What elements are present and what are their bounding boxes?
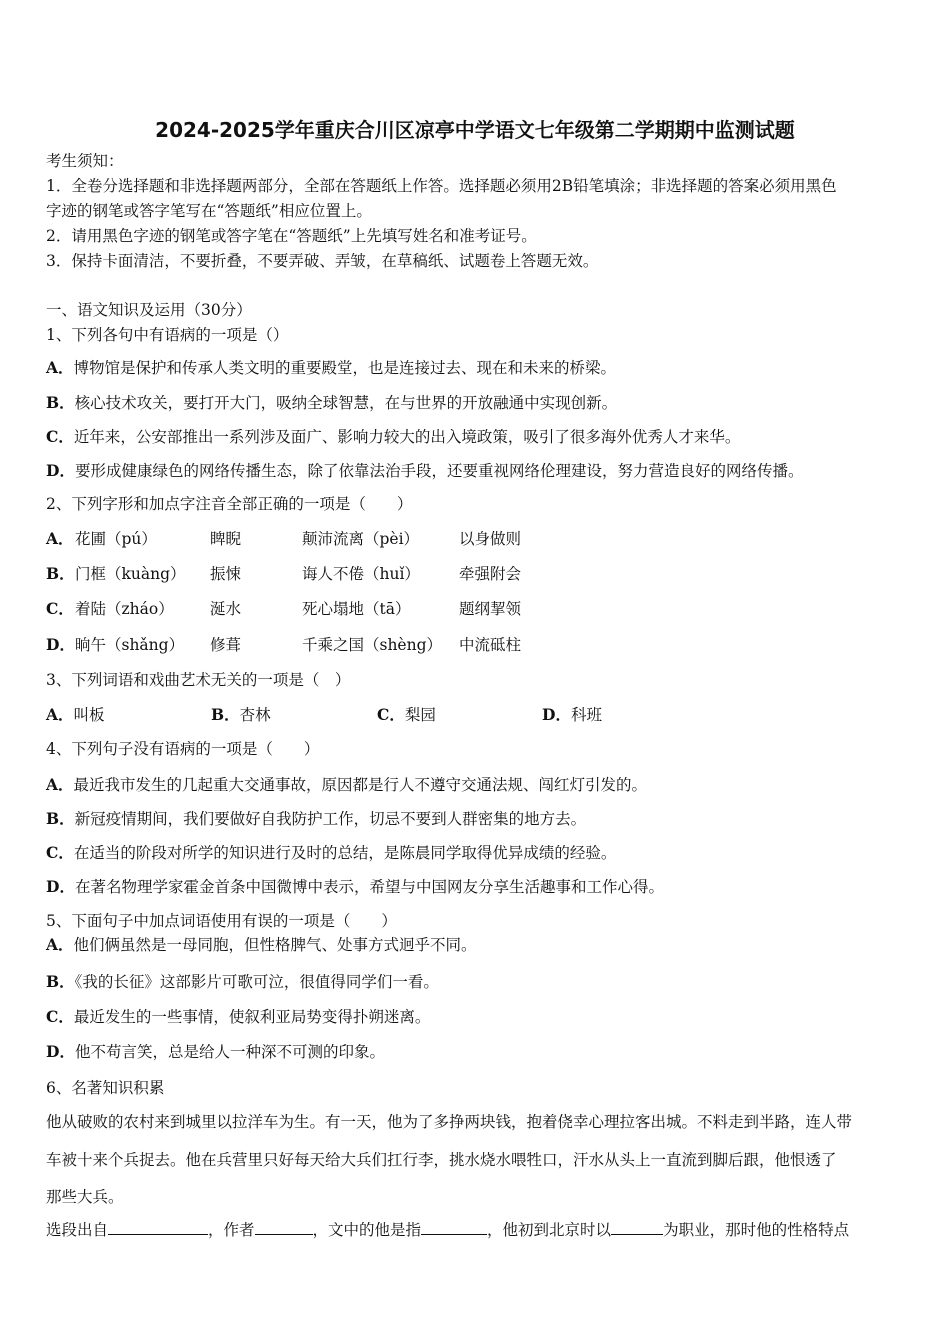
option-label: A． — [46, 775, 74, 794]
option-text: 在适当的阶段对所学的知识进行及时的总结，是陈晨同学取得优异成绩的经验。 — [73, 844, 617, 862]
option-text: 在著名物理学家霍金首条中国微博中表示，希望与中国网友分享生活趣事和工作心得。 — [74, 878, 664, 896]
row-cell-1: 着陆（zháo） — [75, 600, 174, 618]
q3-option-a — [46, 705, 105, 725]
row-cell-4: 题纲挈领 — [459, 600, 522, 618]
notice-item-1: 1．全卷分选择题和非选择题两部分，全部在答题纸上作答。选择题必须用2B铅笔填涂；非选择题的答案必须用黑色 — [46, 177, 837, 195]
row-cell-2: 涎水 — [210, 600, 242, 618]
q5-option-c — [46, 1007, 430, 1027]
q6-stem: 6、名著知识积累 — [46, 1079, 165, 1097]
q5-stem: 5、下面句子中加点词语使用有误的一项是（ ） — [46, 912, 397, 930]
q1-stem: 1、下列各句中有语病的一项是（） — [46, 326, 289, 344]
q5-option-a — [46, 935, 477, 955]
q6-paragraph-line-2: 车被十来个兵捉去。他在兵营里只好每天给大兵们扛行李，挑水烧水喂牲口，汗水从头上一直流到脚后跟，他恨透了 — [46, 1151, 837, 1169]
row-cell-3: 死心塌地（tā） — [302, 600, 411, 618]
row-cell-2: 振悚 — [210, 565, 242, 583]
row-cell-1: 晌午（shǎng） — [75, 636, 185, 654]
option-label: B． — [211, 705, 240, 724]
row-cell-4: 中流砥柱 — [459, 636, 522, 654]
notice-item-3: 3．保持卡面清洁，不要折叠，不要弄破、弄皱，在草稿纸、试题卷上答题无效。 — [46, 252, 599, 270]
row-cell-1: 花圃（pú） — [75, 530, 157, 548]
option-text: 最近发生的一些事情，使叙利亚局势变得扑朔迷离。 — [73, 1008, 431, 1026]
q5-option-b — [46, 972, 439, 992]
option-text: 最近我市发生的几起重大交通事故，原因都是行人不遵守交通法规、闯红灯引发的。 — [73, 776, 648, 794]
q4-option-b — [46, 809, 586, 829]
q3-option-b — [211, 705, 271, 725]
answer-blank-author[interactable] — [255, 1220, 313, 1235]
notice-heading: 考生须知： — [46, 152, 124, 170]
option-label: C． — [46, 1007, 74, 1026]
option-label: C． — [46, 427, 74, 446]
option-text: 梨园 — [404, 706, 436, 724]
row-label: A． — [46, 529, 74, 548]
row-cell-4: 牵强附会 — [459, 565, 522, 583]
option-label: D． — [46, 1042, 75, 1061]
fill-text: 为职业，那时他的性格特点 — [663, 1221, 850, 1239]
row-label: D． — [46, 635, 75, 654]
option-text: 叫板 — [73, 706, 105, 724]
option-text: 新冠疫情期间，我们要做好自我防护工作，切忌不要到人群密集的地方去。 — [74, 810, 587, 828]
option-label: B． — [46, 393, 75, 412]
option-text: 他不苟言笑，总是给人一种深不可测的印象。 — [74, 1043, 385, 1061]
section-heading: 一、语文知识及运用（30分） — [46, 301, 252, 319]
option-text: 科班 — [570, 706, 602, 724]
answer-blank-occupation[interactable] — [611, 1220, 663, 1235]
q5-option-d — [46, 1042, 385, 1062]
q3-option-c — [377, 705, 436, 725]
option-label: B． — [46, 809, 75, 828]
option-text: 要形成健康绿色的网络传播生态，除了依靠法治手段，还要重视网络伦理建设，努力营造良好的网络传播。 — [74, 462, 804, 480]
row-label: B． — [46, 564, 75, 583]
page-title: 2024-2025学年重庆合川区凉亭中学语文七年级第二学期期中监测试题 — [155, 118, 795, 142]
row-cell-1: 门框（kuàng） — [75, 565, 186, 583]
q6-fill-in-line — [46, 1220, 849, 1240]
option-text: 核心技术攻关，要打开大门，吸纳全球智慧，在与世界的开放融通中实现创新。 — [74, 394, 618, 412]
option-label: B． — [46, 972, 75, 991]
option-text: 博物馆是保护和传承人类文明的重要殿堂，也是连接过去、现在和未来的桥梁。 — [73, 359, 617, 377]
option-label: A． — [46, 358, 74, 377]
option-label: C． — [46, 843, 74, 862]
q4-option-c — [46, 843, 616, 863]
row-cell-4: 以身做则 — [459, 530, 522, 548]
row-cell-3: 颠沛流离（pèi） — [302, 530, 420, 548]
option-text: 近年来，公安部推出一系列涉及面广、影响力较大的出入境政策，吸引了很多海外优秀人才来华。 — [73, 428, 741, 446]
option-text: 他们俩虽然是一母同胞，但性格脾气、处事方式迥乎不同。 — [73, 936, 477, 954]
option-label: A． — [46, 935, 74, 954]
fill-text: ，文中的他是指 — [312, 1221, 422, 1239]
fill-text: ，作者 — [208, 1221, 255, 1239]
notice-item-2: 2．请用黑色字迹的钢笔或答字笔在“答题纸”上先填写姓名和准考证号。 — [46, 227, 537, 245]
q1-option-a — [46, 358, 616, 378]
option-label: D． — [542, 705, 571, 724]
row-cell-3: 千乘之国（shèng） — [302, 636, 443, 654]
fill-text: 选段出自 — [46, 1221, 109, 1239]
q4-option-a — [46, 775, 647, 795]
row-cell-3: 诲人不倦（huǐ） — [302, 565, 420, 583]
q2-stem: 2、下列字形和加点字注音全部正确的一项是（ ） — [46, 495, 413, 513]
option-label: C． — [377, 705, 405, 724]
row-cell-2: 修葺 — [210, 636, 242, 654]
option-text: 《我的长征》这部影片可歌可泣，很值得同学们一看。 — [74, 973, 439, 991]
fill-text: ，他初到北京时以 — [487, 1221, 612, 1239]
q4-stem: 4、下列句子没有语病的一项是（ ） — [46, 740, 320, 758]
q1-option-b — [46, 393, 617, 413]
q3-stem: 3、下列词语和戏曲艺术无关的一项是（ ） — [46, 671, 351, 689]
row-cell-2: 睥睨 — [210, 530, 242, 548]
notice-item-1-cont: 字迹的钢笔或答字笔写在“答题纸”相应位置上。 — [46, 202, 372, 220]
option-text: 杏林 — [239, 706, 271, 724]
option-label: D． — [46, 877, 75, 896]
option-label: D． — [46, 461, 75, 480]
answer-blank-character[interactable] — [421, 1220, 487, 1235]
option-label: A． — [46, 705, 74, 724]
q4-option-d — [46, 877, 664, 897]
q3-option-d — [542, 705, 602, 725]
q1-option-d — [46, 461, 803, 481]
row-label: C． — [46, 599, 74, 618]
q1-option-c — [46, 427, 740, 447]
answer-blank-source[interactable] — [108, 1220, 208, 1235]
q6-paragraph-line-1: 他从破败的农村来到城里以拉洋车为生。有一天，他为了多挣两块钱，抱着侥幸心理拉客出城。不料走到半路，连人带 — [46, 1113, 853, 1131]
q6-paragraph-line-3: 那些大兵。 — [46, 1188, 124, 1206]
